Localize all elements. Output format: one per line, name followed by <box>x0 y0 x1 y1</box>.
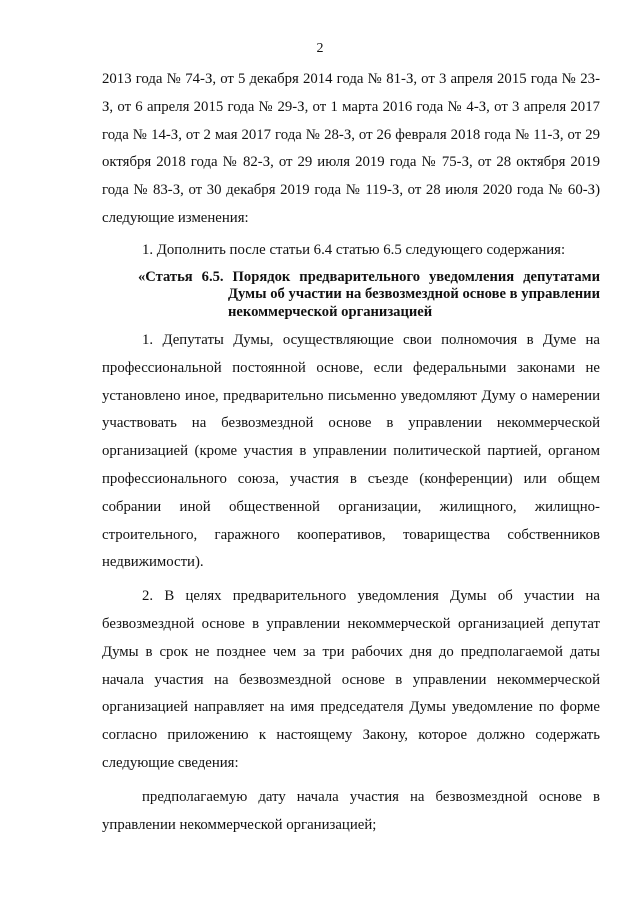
paragraph-clause-2: 2. В целях предварительного уведомления Думы об участии на безвозмездной основе в управлении некоммерческой организацией депутат Думы в срок не позднее чем за три рабочих дня до предполагаемой даты начала участия на безвозмездной основе в управлении некоммерческой организацией направляет на имя председателя Думы уведомление по форме согласно приложению к настоящему Закону, которое должно содержать следующие сведения: <box>102 588 600 772</box>
paragraph-amendment-list: 2013 года № 74-З, от 5 декабря 2014 года № 81-З, от 3 апреля 2015 года № 23-З, от 6 апреля 2015 года № 29-З, от 1 марта 2016 года № 4-З, от 3 апреля 2017 года № 14-З, от 2 мая 2017 года № 28-З, от 26 февраля 2018 года № 11-З, от 29 октября 2018 года № 82-З, от 29 июля 2019 года № 75-З, от 28 октября 2019 года № 83-З, от 30 декабря 2019 года № 119-З, от 28 июля 2020 года № 60-З) следующие изменения: <box>102 71 600 226</box>
paragraph-clause-2-item: предполагаемую дату начала участия на безвозмездной основе в управлении некоммерческой организацией; <box>102 788 600 833</box>
paragraph-clause-1: 1. Депутаты Думы, осуществляющие свои полномочия в Думе на профессиональной постоянной основе, если федеральными законами не установлено иное, предварительно письменно уведомляют Думу о намерении участвовать на безвозмездной основе в управлении некоммерческой организацией (кроме участия в управлении политической партией, органом профессионального союза, участия в съезде (конференции) или общем собрании иной общественной организации, жилищного, жилищно-строительного, гаражного кооперативов, товарищества собственников недвижимости). <box>102 332 600 571</box>
page-number: 2 <box>316 41 324 56</box>
article-heading: «Статья 6.5. Порядок предварительного уведомления депутатами Думы об участии на безвозмездной основе в управлении некоммерческой организацией <box>138 268 600 320</box>
document-body <box>102 66 600 839</box>
paragraph-item-1: 1. Дополнить после статьи 6.4 статью 6.5 следующего содержания: <box>142 241 566 258</box>
